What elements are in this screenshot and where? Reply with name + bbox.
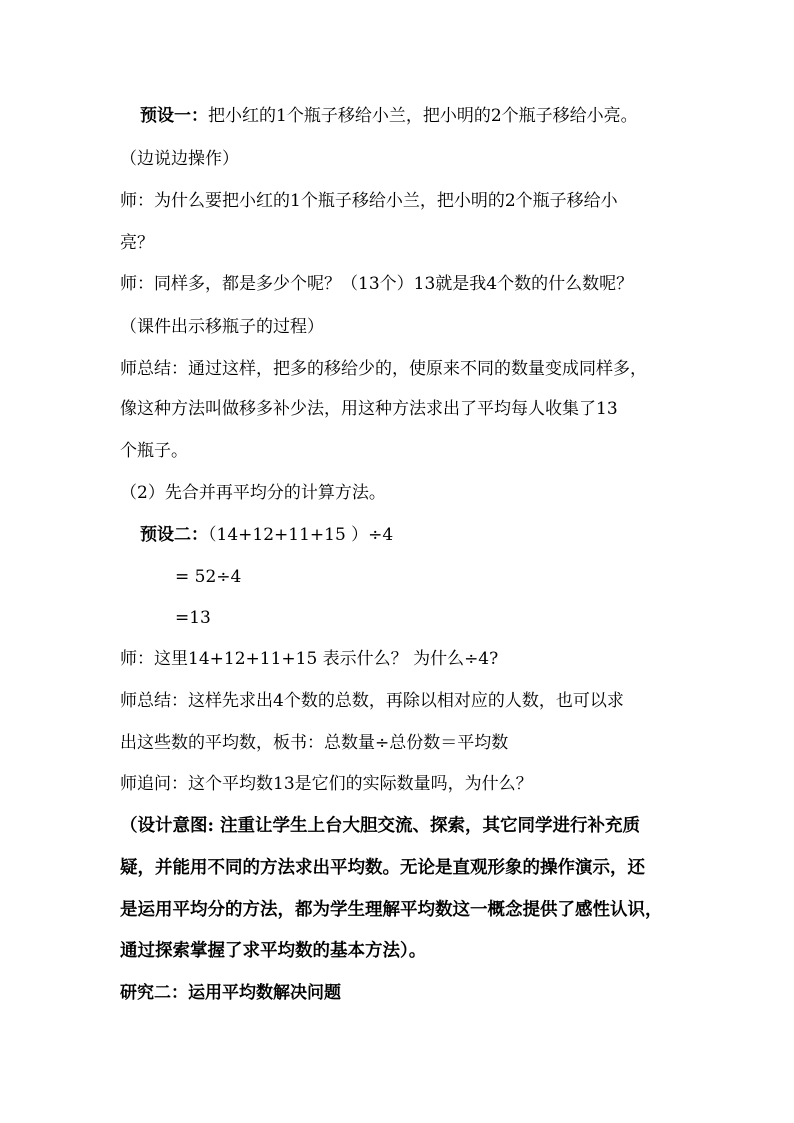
teacher-question-2: 师：同样多，都是多少个呢？（13个）13就是我4个数的什么数呢？ <box>120 274 634 294</box>
preset-one-line <box>140 105 720 127</box>
teacher-summary-1-end: 个瓶子。 <box>120 441 188 461</box>
teacher-question-1-cont: 亮？ <box>120 233 154 253</box>
teacher-follow-up: 师追问：这个平均数13是它们的实际数量吗，为什么？ <box>120 774 533 794</box>
design-intent-3: 是运用平均分的方法，都为学生理解平均数这一概念提供了感性认识， <box>120 900 663 920</box>
design-intent-2: 疑，并能用不同的方法求出平均数。无论是直观形象的操作演示，还 <box>120 858 645 878</box>
design-intent-4: 通过探索掌握了求平均数的基本方法）。 <box>120 941 427 961</box>
teacher-summary-2-cont: 出这些数的平均数，板书：总数量÷总份数＝平均数 <box>120 733 509 753</box>
design-intent-1: （设计意图: 注重让学生上台大胆交流、探索，其它同学进行补充质 <box>120 816 641 836</box>
calc-step-2: =13 <box>175 608 211 628</box>
method-two-heading: （2）先合并再平均分的计算方法。 <box>120 483 386 503</box>
preset-two-label: 预设二： <box>140 525 208 545</box>
section-two-heading: 研究二：运用平均数解决问题 <box>120 983 341 1003</box>
teacher-summary-1-cont: 像这种方法叫做移多补少法，用这种方法求出了平均每人收集了13 <box>120 399 618 419</box>
operate-note: （边说边操作） <box>120 149 239 169</box>
calc-step-1: = 52÷4 <box>175 567 242 587</box>
preset-two-formula: （14+12+11+15 ）÷4 <box>208 525 394 545</box>
teacher-question-3: 师：这里14+12+11+15 表示什么？ 为什么÷4? <box>120 649 499 669</box>
preset-one-text: 把小红的1个瓶子移给小兰，把小明的2个瓶子移给小亮。 <box>208 106 638 126</box>
teacher-summary-2: 师总结：这样先求出4个数的总数，再除以相对应的人数，也可以求 <box>120 691 624 711</box>
preset-one-label: 预设一： <box>140 106 208 126</box>
courseware-note: （课件出示移瓶子的过程） <box>120 317 324 337</box>
preset-two-line <box>140 524 720 546</box>
teacher-summary-1: 师总结：通过这样，把多的移给少的，使原来不同的数量变成同样多， <box>120 359 647 379</box>
teacher-question-1: 师：为什么要把小红的1个瓶子移给小兰，把小明的2个瓶子移给小 <box>120 191 618 211</box>
